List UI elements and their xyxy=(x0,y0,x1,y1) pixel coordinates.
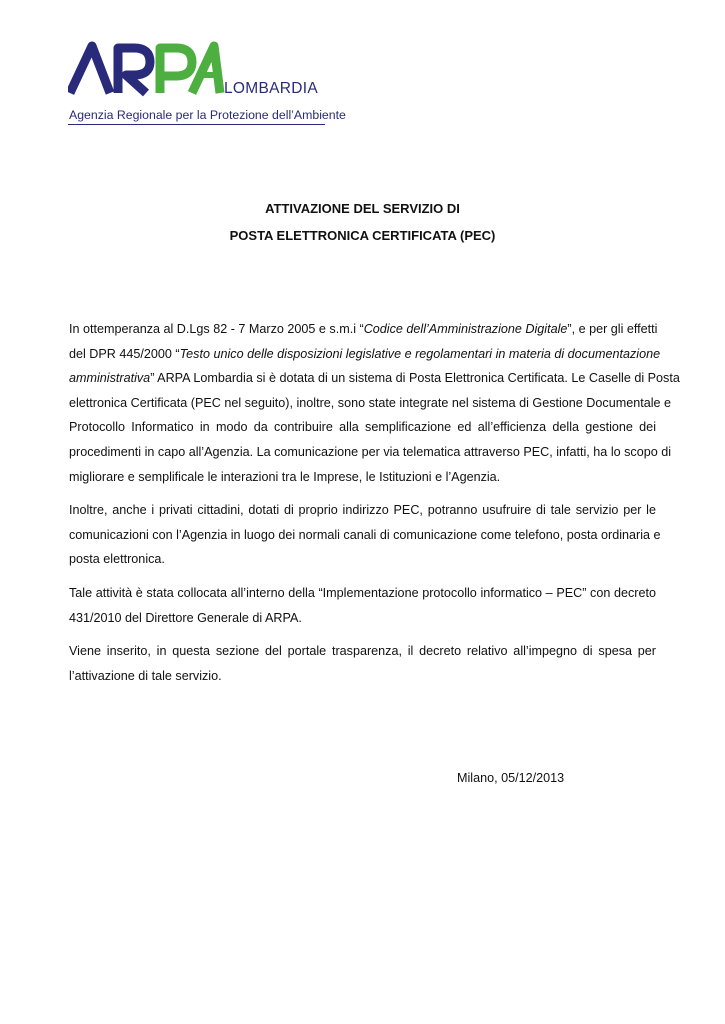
paragraph-line: Inoltre, anche i privati cittadini, dotati di proprio indirizzo PEC, potranno usufruire di tale servizio per le xyxy=(69,503,656,518)
paragraph-3 xyxy=(69,581,656,630)
paragraph-line: migliorare e semplificale le interazioni tra le Imprese, le Istituzioni e l’Agenzia. xyxy=(69,469,501,484)
paragraph-line: posta elettronica. xyxy=(69,552,165,567)
paragraph-line: Tale attività è stata collocata all’interno della “Implementazione protocollo informatico – PEC” con decreto xyxy=(69,585,656,600)
document-title-line-2: POSTA ELETTRONICA CERTIFICATA (PEC) xyxy=(229,228,496,243)
document-body xyxy=(69,317,680,697)
paragraph-line: In ottemperanza al D.Lgs 82 - 7 Marzo 2005 e s.m.i “Codice dell’Amministrazione Digitale”, e per gli effetti xyxy=(69,322,658,336)
logo-tagline: Agenzia Regionale per la Protezione dell’Ambiente xyxy=(69,108,346,122)
arpa-logo xyxy=(68,40,346,126)
document-title-line-1: ATTIVAZIONE DEL SERVIZIO DI xyxy=(265,201,460,216)
paragraph-line: procedimenti in capo all’Agenzia. La comunicazione per via telematica attraverso PEC, infatti, ha lo scopo di xyxy=(69,444,672,459)
paragraph-line: Viene inserito, in questa sezione del portale trasparenza, il decreto relativo all’impegno di spesa per xyxy=(69,644,656,659)
paragraph-2 xyxy=(69,498,661,572)
paragraph-1 xyxy=(69,317,680,489)
arpa-wordmark xyxy=(68,40,330,110)
cited-title: Codice dell’Amministrazione Digitale xyxy=(363,322,568,336)
paragraph-line: elettronica Certificata (PEC nel seguito), inoltre, sono state integrate nel sistema di Gestione Documentale e xyxy=(69,395,672,410)
paragraph-line: amministrativa” ARPA Lombardia si è dotata di un sistema di Posta Elettronica Certificata. Le Caselle di Posta xyxy=(69,371,680,386)
paragraph-line: 431/2010 del Direttore Generale di ARPA. xyxy=(69,610,302,625)
paragraph-line: comunicazioni con l’Agenzia in luogo dei normali canali di comunicazione come telefono, posta ordinaria e xyxy=(69,527,661,542)
paragraph-line: Protocollo Informatico in modo da contribuire alla semplificazione ed all’efficienza della gestione dei xyxy=(69,420,656,435)
paragraph-4 xyxy=(69,639,656,688)
place-and-date: Milano, 05/12/2013 xyxy=(457,771,565,785)
paragraph-line: l’attivazione di tale servizio. xyxy=(69,668,222,683)
cited-title: amministrativa xyxy=(69,371,151,386)
cited-title: Testo unico delle disposizioni legislative e regolamentari in materia di documentazione xyxy=(179,346,661,361)
logo-divider xyxy=(68,124,325,125)
logo-region: LOMBARDIA xyxy=(224,80,318,97)
paragraph-line: del DPR 445/2000 “Testo unico delle disposizioni legislative e regolamentari in materia di documentazione xyxy=(69,346,661,361)
